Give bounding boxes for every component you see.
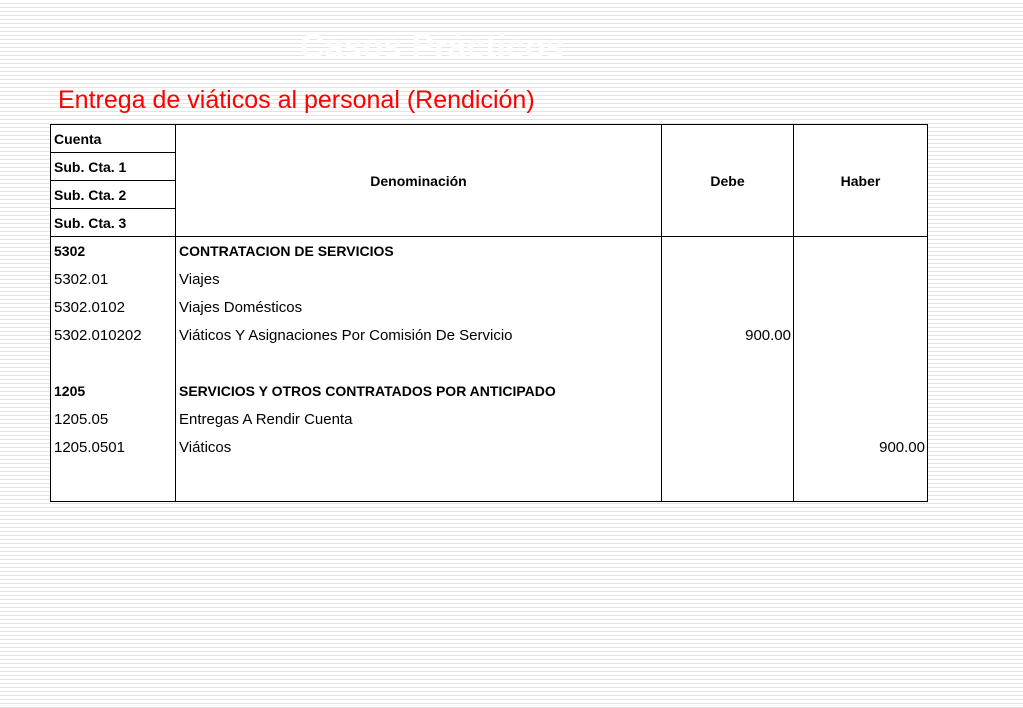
header-subcta-3: Sub. Cta. 3	[51, 209, 176, 237]
account-name: CONTRATACION DE SERVICIOS	[176, 237, 662, 266]
journal-entry-table	[50, 124, 928, 502]
account-name: Entregas A Rendir Cuenta	[176, 405, 662, 433]
debit-amount: 900.00	[662, 321, 794, 349]
debit-amount	[662, 377, 794, 405]
debit-amount	[662, 349, 794, 377]
header-subcta-1: Sub. Cta. 1	[51, 153, 176, 181]
table-row	[51, 349, 928, 377]
account-code: 1205	[51, 377, 176, 405]
slide-heading: Casos Prácticos	[300, 28, 565, 66]
credit-amount	[794, 405, 928, 433]
account-code	[51, 349, 176, 377]
table-row	[51, 265, 928, 293]
header-row	[51, 125, 928, 153]
account-name: SERVICIOS Y OTROS CONTRATADOS POR ANTICIPADO	[176, 377, 662, 405]
account-name: Viáticos	[176, 433, 662, 461]
debit-amount	[662, 293, 794, 321]
credit-amount	[794, 237, 928, 266]
account-name: Viáticos Y Asignaciones Por Comisión De Servicio	[176, 321, 662, 349]
account-code: 5302.0102	[51, 293, 176, 321]
account-code: 5302	[51, 237, 176, 266]
account-name	[176, 349, 662, 377]
header-subcta-2: Sub. Cta. 2	[51, 181, 176, 209]
credit-amount	[794, 461, 928, 502]
header-cuenta: Cuenta	[51, 125, 176, 153]
header-denominacion: Denominación	[176, 125, 662, 237]
table-row	[51, 377, 928, 405]
credit-amount	[794, 321, 928, 349]
account-name	[176, 461, 662, 502]
slide-subtitle: Entrega de viáticos al personal (Rendición)	[58, 86, 535, 114]
table-row	[51, 293, 928, 321]
credit-amount	[794, 377, 928, 405]
header-haber: Haber	[794, 125, 928, 237]
credit-amount	[794, 265, 928, 293]
credit-amount	[794, 293, 928, 321]
account-code: 5302.010202	[51, 321, 176, 349]
table-row	[51, 405, 928, 433]
account-code: 5302.01	[51, 265, 176, 293]
table-row	[51, 321, 928, 349]
header-debe: Debe	[662, 125, 794, 237]
table-row	[51, 237, 928, 266]
table-row	[51, 433, 928, 461]
debit-amount	[662, 265, 794, 293]
credit-amount	[794, 349, 928, 377]
table-row	[51, 461, 928, 502]
debit-amount	[662, 237, 794, 266]
account-code: 1205.05	[51, 405, 176, 433]
account-name: Viajes	[176, 265, 662, 293]
account-code	[51, 461, 176, 502]
debit-amount	[662, 405, 794, 433]
account-code: 1205.0501	[51, 433, 176, 461]
debit-amount	[662, 433, 794, 461]
account-name: Viajes Domésticos	[176, 293, 662, 321]
debit-amount	[662, 461, 794, 502]
credit-amount: 900.00	[879, 438, 925, 456]
